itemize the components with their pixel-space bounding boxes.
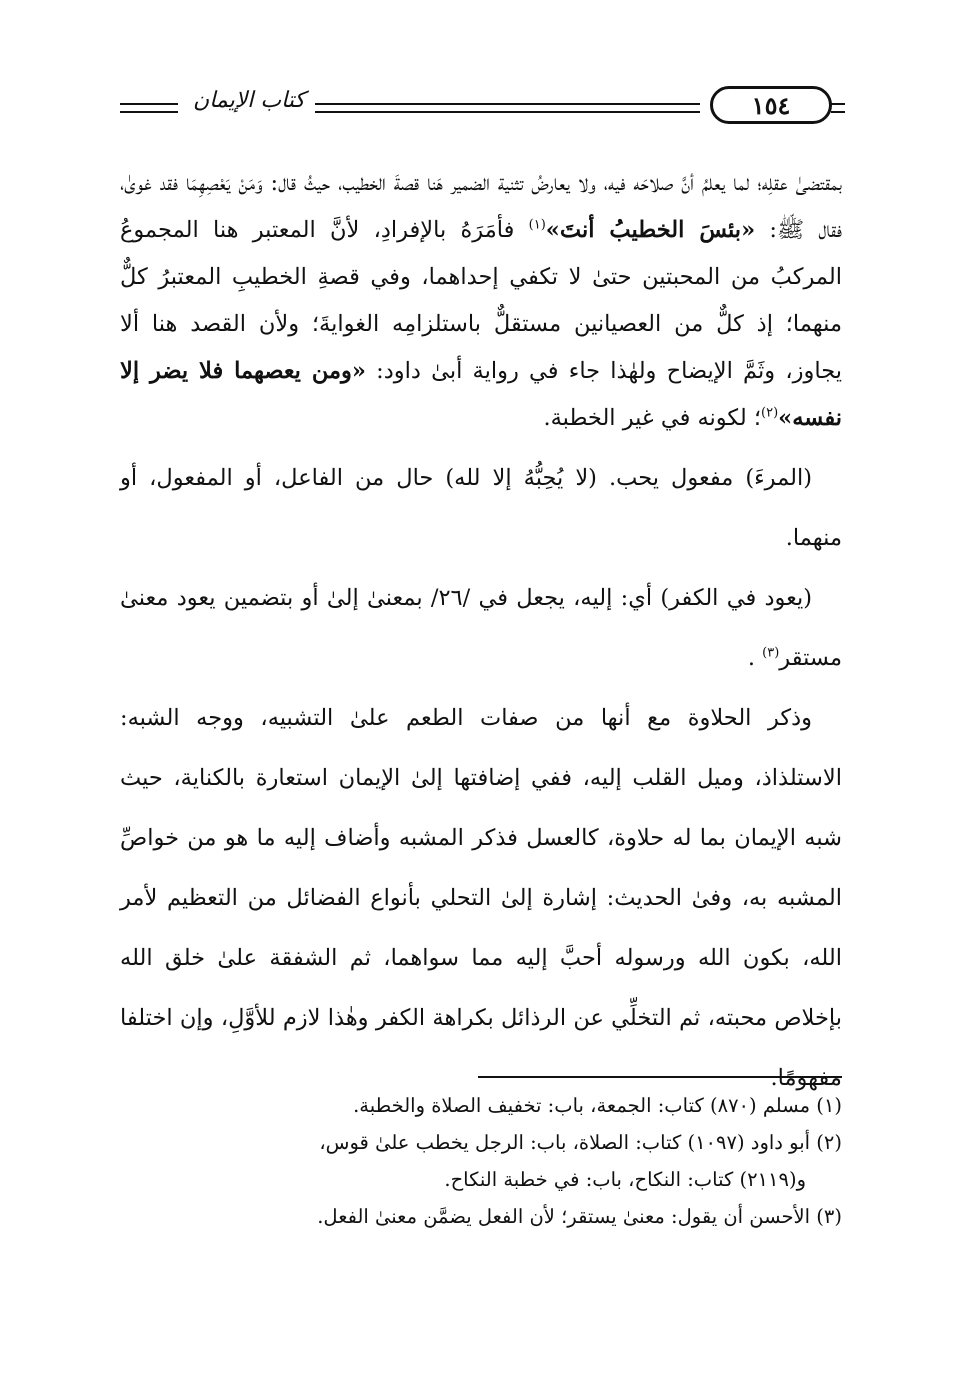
footnote-ref-1: (١) bbox=[528, 217, 546, 233]
paragraph-3 bbox=[120, 568, 842, 688]
footnote-ref-3: (٣) bbox=[762, 645, 780, 661]
paragraph-1-text-1: بمقتضىٰ عقلِه؛ لما يعلمُ أنَّ صلاحَه فيه، ولا يعارضُ تثنية الضمير هَنا قصةَ الخطيب، حيثُ قال: وَمَنْ يَعْصِهِمَا فقد غوىٰ، فقال ﷺ: bbox=[120, 170, 842, 243]
footnote-2: (٢) أبو داود (١٠٩٧) كتاب: الصلاة، باب: الرجل يخطب علىٰ قوس، bbox=[319, 1131, 842, 1154]
paragraph-3-text-1: (يعود في الكفر) أي: إليه، يجعل في /٢٦/ بمعنىٰ إلىٰ أو بتضمين يعود معنىٰ مستقر bbox=[120, 585, 842, 671]
header-rule-right bbox=[831, 103, 845, 113]
footnote-2-continued: و(٢١١٩) كتاب: النكاح، باب: في خطبة النكاح. bbox=[444, 1168, 806, 1191]
page-number: ١٥٤ bbox=[710, 86, 832, 124]
paragraph-2: (المرءَ) مفعول يحب. (لا يُحِبُّهُ إلا لله) حال من الفاعل، أو المفعول، أو منهما. bbox=[120, 465, 842, 551]
footnote-1: (١) مسلم (٨٧٠) كتاب: الجمعة، باب: تخفيف الصلاة والخطبة. bbox=[353, 1094, 842, 1117]
paragraph-1-text-2: فأمَرَهُ بالإفرادِ، لأنَّ المعتبر هنا المجموعُ المركبُ من المحبتين حتىٰ لا تكفي إحداهما، وفي قصةِ الخطيبِ المعتبرُ كلٌّ منهما؛ إذ كلٌّ من العصيانين مستقلٌّ باستلزامِه الغوايةَ؛ ولأن القصد هنا ألا يجاوز، وثَمَّ الإيضاح ولهٰذا جاء في رواية أبىٰ داود: bbox=[120, 217, 842, 384]
paragraph-4: وذكر الحلاوة مع أنها من صفات الطعم علىٰ التشبيه، ووجه الشبه: الاستلذاذ، وميل القلب إليه، ففي إضافتها إلىٰ الإيمان استعارة بالكناية، حيث شبه الإيمان بما له حلاوة، كالعسل فذكر المشبه وأضاف إليه ما هو من خواصِّ المشبه به، وفىٰ الحديث: إشارة إلىٰ التحلي بأنواع الفضائل من التعظيم لأمر الله، بكون الله ورسوله أحبَّ إليه مما سواهما، ثم الشفقة علىٰ خلق الله بإخلاص محبته، ثم التخلِّي عن الرذائل بكراهة الكفر وهٰذا لازم للأوَّلِ، وإن اختلفا مفهومًا. bbox=[120, 705, 842, 1091]
footnotes bbox=[120, 1087, 842, 1235]
paragraph-1-text-3: ؛ لكونه في غير الخطبة. bbox=[543, 405, 762, 431]
header-rule-left bbox=[120, 103, 178, 113]
hadith-quote-1: «بئسَ الخطيبُ أنتَ» bbox=[545, 217, 756, 243]
hadith-quote-2: «ومن يعصهما فلا يضر إلا نفسه» bbox=[120, 358, 842, 431]
header-rule-middle bbox=[315, 103, 700, 113]
paragraph-1 bbox=[120, 160, 842, 442]
main-text bbox=[120, 160, 842, 1108]
footnote-3: (٣) الأحسن أن يقول: معنىٰ يستقر؛ لأن الفعل يضمَّن معنىٰ الفعل. bbox=[317, 1205, 842, 1228]
footnote-separator bbox=[478, 1076, 842, 1078]
book-title: كتاب الإيمان bbox=[193, 88, 305, 113]
footnote-ref-2: (٢) bbox=[761, 405, 779, 421]
running-header bbox=[120, 88, 845, 132]
paragraph-3-text-2: . bbox=[747, 645, 763, 671]
